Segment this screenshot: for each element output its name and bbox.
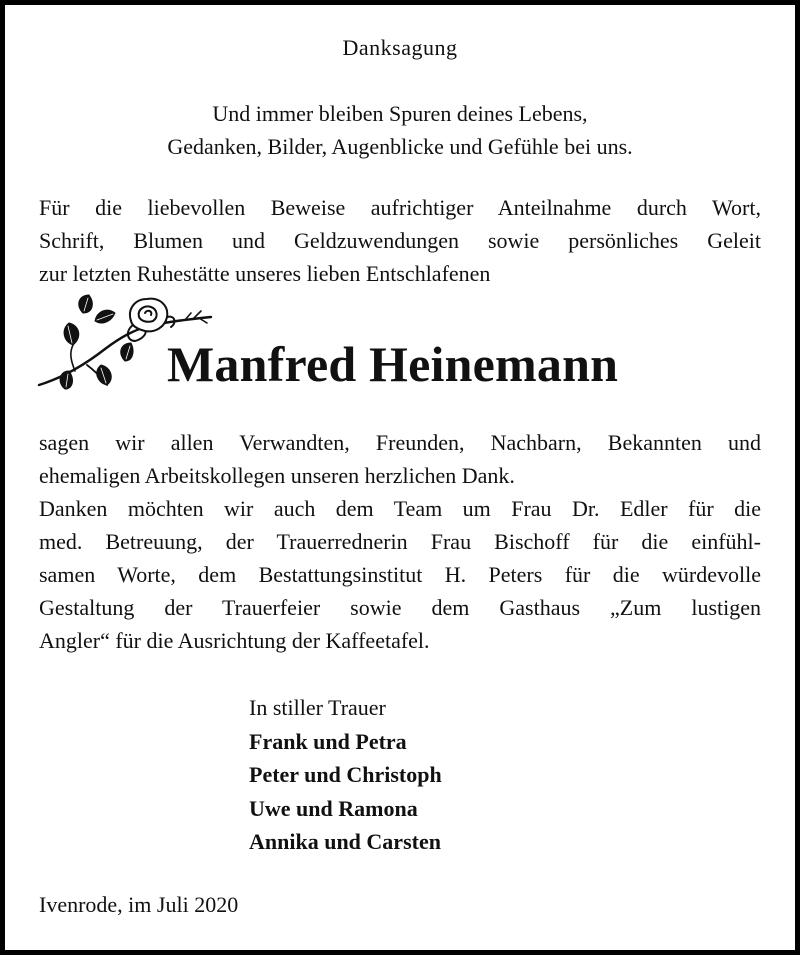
thanks-line: ehemaligen Arbeitskollegen unseren herzlichen Dank.: [39, 463, 515, 488]
deceased-name: Manfred Heinemann: [167, 336, 619, 392]
thanks-line: Angler“ für die Ausrichtung der Kaffeetafel.: [39, 628, 430, 653]
intro-line: Schrift, Blumen und Geldzuwendungen sowie persönliches Geleit: [39, 228, 761, 253]
thanks-line: Danken möchten wir auch dem Team um Frau Dr. Edler für die: [39, 496, 761, 521]
intro-line: zur letzten Ruhestätte unseres lieben Entschlafenen: [39, 261, 491, 286]
signature-intro: In stiller Trauer: [249, 695, 386, 720]
thanks-line: Gestaltung der Trauerfeier sowie dem Gasthaus „Zum lustigen: [39, 595, 761, 620]
heading: Danksagung: [342, 35, 458, 60]
mourner-name: Annika und Carsten: [249, 829, 441, 855]
thanks-paragraph: [39, 426, 761, 657]
mourner-name: Uwe und Ramona: [249, 795, 418, 821]
signature-block: [249, 691, 442, 859]
thanks-line: med. Betreuung, der Trauerrednerin Frau Bischoff für die einfühl-: [39, 529, 761, 554]
verse-line: Gedanken, Bilder, Augenblicke und Gefühle bei uns.: [167, 134, 633, 159]
thanks-line: samen Worte, dem Bestattungsinstitut H. Peters für die würdevolle: [39, 562, 761, 587]
verse: [5, 97, 795, 163]
mourner-name: Peter und Christoph: [249, 762, 442, 788]
mourner-name: Frank und Petra: [249, 728, 407, 754]
place-date: Ivenrode, im Juli 2020: [39, 892, 239, 917]
verse-line: Und immer bleiben Spuren deines Lebens,: [212, 101, 588, 126]
intro-line: Für die liebevollen Beweise aufrichtiger Anteilnahme durch Wort,: [39, 195, 761, 220]
thanks-line: sagen wir allen Verwandten, Freunden, Nachbarn, Bekannten und: [39, 430, 761, 455]
intro-paragraph: [39, 191, 761, 290]
